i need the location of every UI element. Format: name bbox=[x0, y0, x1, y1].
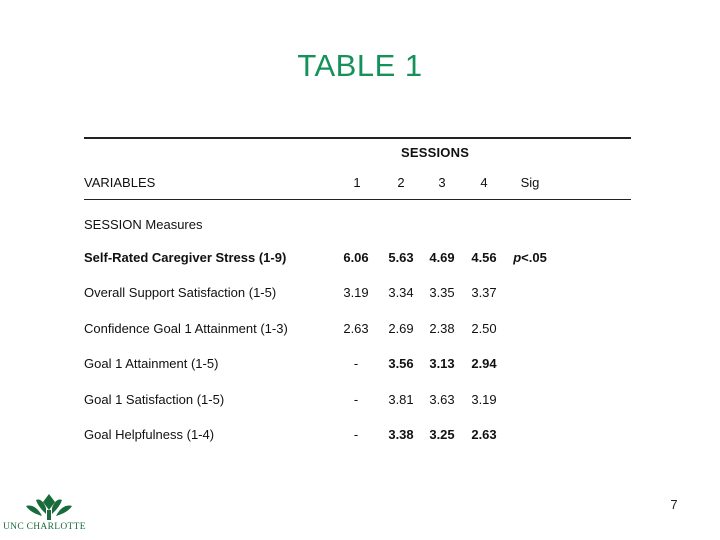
header-sig: Sig bbox=[520, 175, 540, 190]
row-variable: Overall Support Satisfaction (1-5) bbox=[84, 285, 277, 301]
row-variable: Goal 1 Satisfaction (1-5) bbox=[84, 391, 225, 407]
row-session-1: - bbox=[353, 426, 359, 442]
row-session-4: 3.37 bbox=[471, 285, 497, 301]
row-sig bbox=[510, 250, 550, 265]
sessions-label: SESSIONS bbox=[401, 145, 470, 160]
row-session-2: 2.69 bbox=[388, 320, 414, 336]
row-session-3: 3.13 bbox=[429, 356, 455, 372]
section-label-row bbox=[84, 200, 631, 236]
logo-wordmark: UNC CHARLOTTE bbox=[3, 522, 86, 532]
row-variable: Goal 1 Attainment (1-5) bbox=[84, 356, 219, 372]
row-session-4: 2.94 bbox=[471, 356, 497, 372]
row-session-2: 3.34 bbox=[388, 285, 414, 301]
row-session-4: 3.19 bbox=[471, 391, 497, 407]
row-variable: Goal Helpfulness (1-4) bbox=[84, 426, 215, 442]
table-row bbox=[84, 236, 631, 271]
results-table bbox=[84, 137, 631, 448]
row-session-2: 5.63 bbox=[388, 250, 414, 265]
row-session-3: 2.38 bbox=[429, 320, 455, 336]
row-session-2: 3.56 bbox=[388, 356, 414, 372]
page-number: 7 bbox=[670, 497, 678, 512]
table-row bbox=[84, 271, 631, 306]
row-session-1: 2.63 bbox=[343, 320, 369, 336]
header-session-2: 2 bbox=[397, 175, 405, 190]
sig-value: <.05 bbox=[521, 250, 547, 265]
row-session-2: 3.38 bbox=[388, 426, 414, 442]
row-session-2: 3.81 bbox=[388, 391, 414, 407]
row-session-3: 4.69 bbox=[429, 250, 455, 265]
row-variable: Self-Rated Caregiver Stress (1-9) bbox=[84, 250, 287, 265]
row-session-1: 6.06 bbox=[343, 250, 369, 265]
header-session-1: 1 bbox=[353, 175, 361, 190]
table-row bbox=[84, 378, 631, 413]
row-session-4: 4.56 bbox=[471, 250, 497, 265]
row-session-1: 3.19 bbox=[343, 285, 369, 301]
row-session-3: 3.63 bbox=[429, 391, 455, 407]
sig-p-letter: p bbox=[513, 250, 522, 265]
row-variable: Confidence Goal 1 Attainment (1-3) bbox=[84, 320, 288, 336]
table-row bbox=[84, 342, 631, 377]
row-session-4: 2.63 bbox=[471, 426, 497, 442]
sessions-group-header bbox=[84, 139, 631, 167]
row-session-3: 3.25 bbox=[429, 426, 455, 442]
row-session-4: 2.50 bbox=[471, 320, 497, 336]
row-session-1: - bbox=[353, 356, 359, 372]
row-session-1: - bbox=[353, 391, 359, 407]
header-variables: VARIABLES bbox=[84, 175, 156, 190]
slide-title: TABLE 1 bbox=[297, 48, 423, 83]
row-session-3: 3.35 bbox=[429, 285, 455, 301]
table-row bbox=[84, 413, 631, 448]
table-header-row bbox=[84, 167, 631, 199]
header-session-4: 4 bbox=[480, 175, 488, 190]
header-session-3: 3 bbox=[438, 175, 446, 190]
table-row bbox=[84, 307, 631, 342]
section-label: SESSION Measures bbox=[84, 217, 203, 232]
